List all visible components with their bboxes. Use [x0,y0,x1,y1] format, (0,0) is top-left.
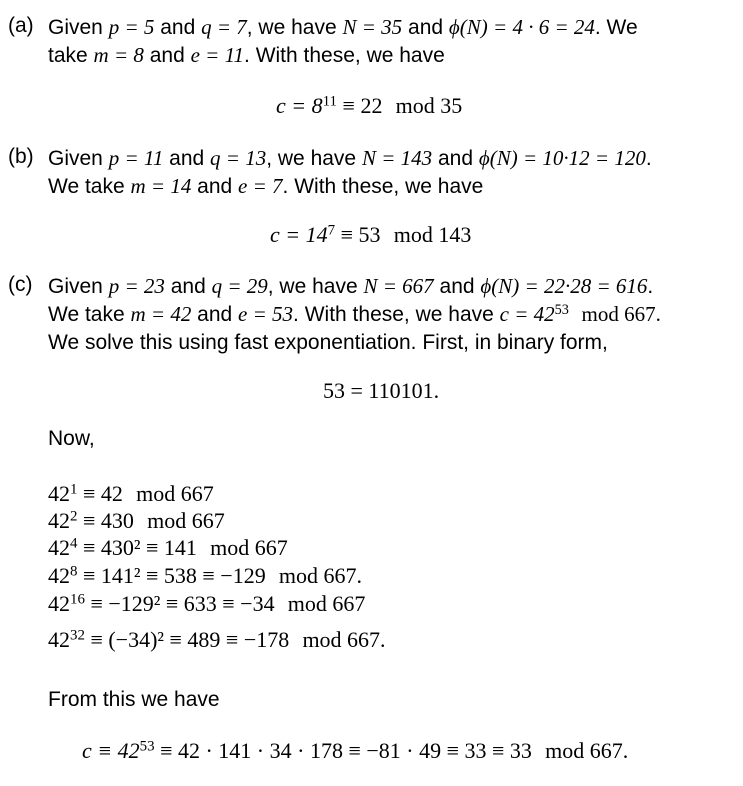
power-row: $42^2 \equiv 430$ mod 667 [48,508,225,533]
math-q: q = 13 [210,146,267,170]
power-row: $42^{16} \equiv -129^2 \equiv 633 \equiv -34$ mod 667 [48,591,366,616]
item-c-line-3: We solve this using fast exponentiation. First, in binary form, [48,331,608,354]
math-m: m = 14 [130,174,192,198]
math-N: N = 143 [361,146,433,170]
power-row: $42^1 \equiv 42$ mod 667 [48,481,214,506]
item-b-line-1: Given p = 11 and q = 13, we have N = 143 and ϕ(N) = 10·12 = 120. [48,146,652,170]
math-q: q = 29 [211,274,268,298]
math-e: e = 53 [238,302,294,326]
item-label: (c) [8,273,33,296]
math-N: N = 35 [342,15,403,39]
math-m: m = 42 [130,302,192,326]
math-e: e = 7 [238,174,283,198]
final-equation: $c \equiv 42^{53} \equiv 42 \cdot 141 \cdot 34 \cdot 178 \equiv -81 \cdot 49 \equiv 33 \equiv 33$ mod 667. [82,738,629,763]
item-c-line-2: We take m = 42 and e = 53. With these, we have $c = 42^{53}$ mod 667. [48,301,661,326]
math-phi: ϕ(N) = 22·28 = 616 [480,274,648,298]
item-label: (b) [8,145,34,168]
power-row: $42^{32} \equiv (-34)^2 \equiv 489 \equiv -178$ mod 667. [48,627,386,652]
math-p: p = 11 [108,146,164,170]
now-label: Now, [48,427,95,450]
math-p: p = 5 [108,15,155,39]
math-N: N = 667 [363,274,434,298]
math-phi: ϕ(N) = 10·12 = 120 [478,146,646,170]
math-m: m = 8 [93,43,144,67]
math-p: p = 23 [108,274,165,298]
item-a-line-1: Given p = 5 and q = 7, we have N = 35 and ϕ(N) = 4 · 6 = 24. We [48,15,638,39]
math-c: c = 42 [499,302,555,326]
power-row: $42^4 \equiv 430^2 \equiv 141$ mod 667 [48,535,288,560]
item-b-line-2: We take m = 14 and e = 7. With these, we have [48,174,484,198]
item-a-line-2: take m = 8 and e = 11. With these, we have [48,43,445,67]
math-phi: ϕ(N) = 4 · 6 = 24 [448,15,595,39]
equation-a: $c = 8^{11} \equiv 22$ mod 35 [276,93,463,118]
item-c-line-1: Given p = 23 and q = 29, we have N = 667 and ϕ(N) = 22·28 = 616. [48,274,654,298]
power-row: $42^8 \equiv 141^2 \equiv 538 \equiv -129$ mod 667. [48,563,363,588]
math-q: q = 7 [201,15,247,39]
binary-equation: 53 = 110101. [323,378,440,403]
item-label: (a) [8,14,34,37]
from-this-label: From this we have [48,688,220,711]
equation-b: $c = 14^7 \equiv 53$ mod 143 [270,222,472,247]
math-e: e = 11 [190,43,245,67]
